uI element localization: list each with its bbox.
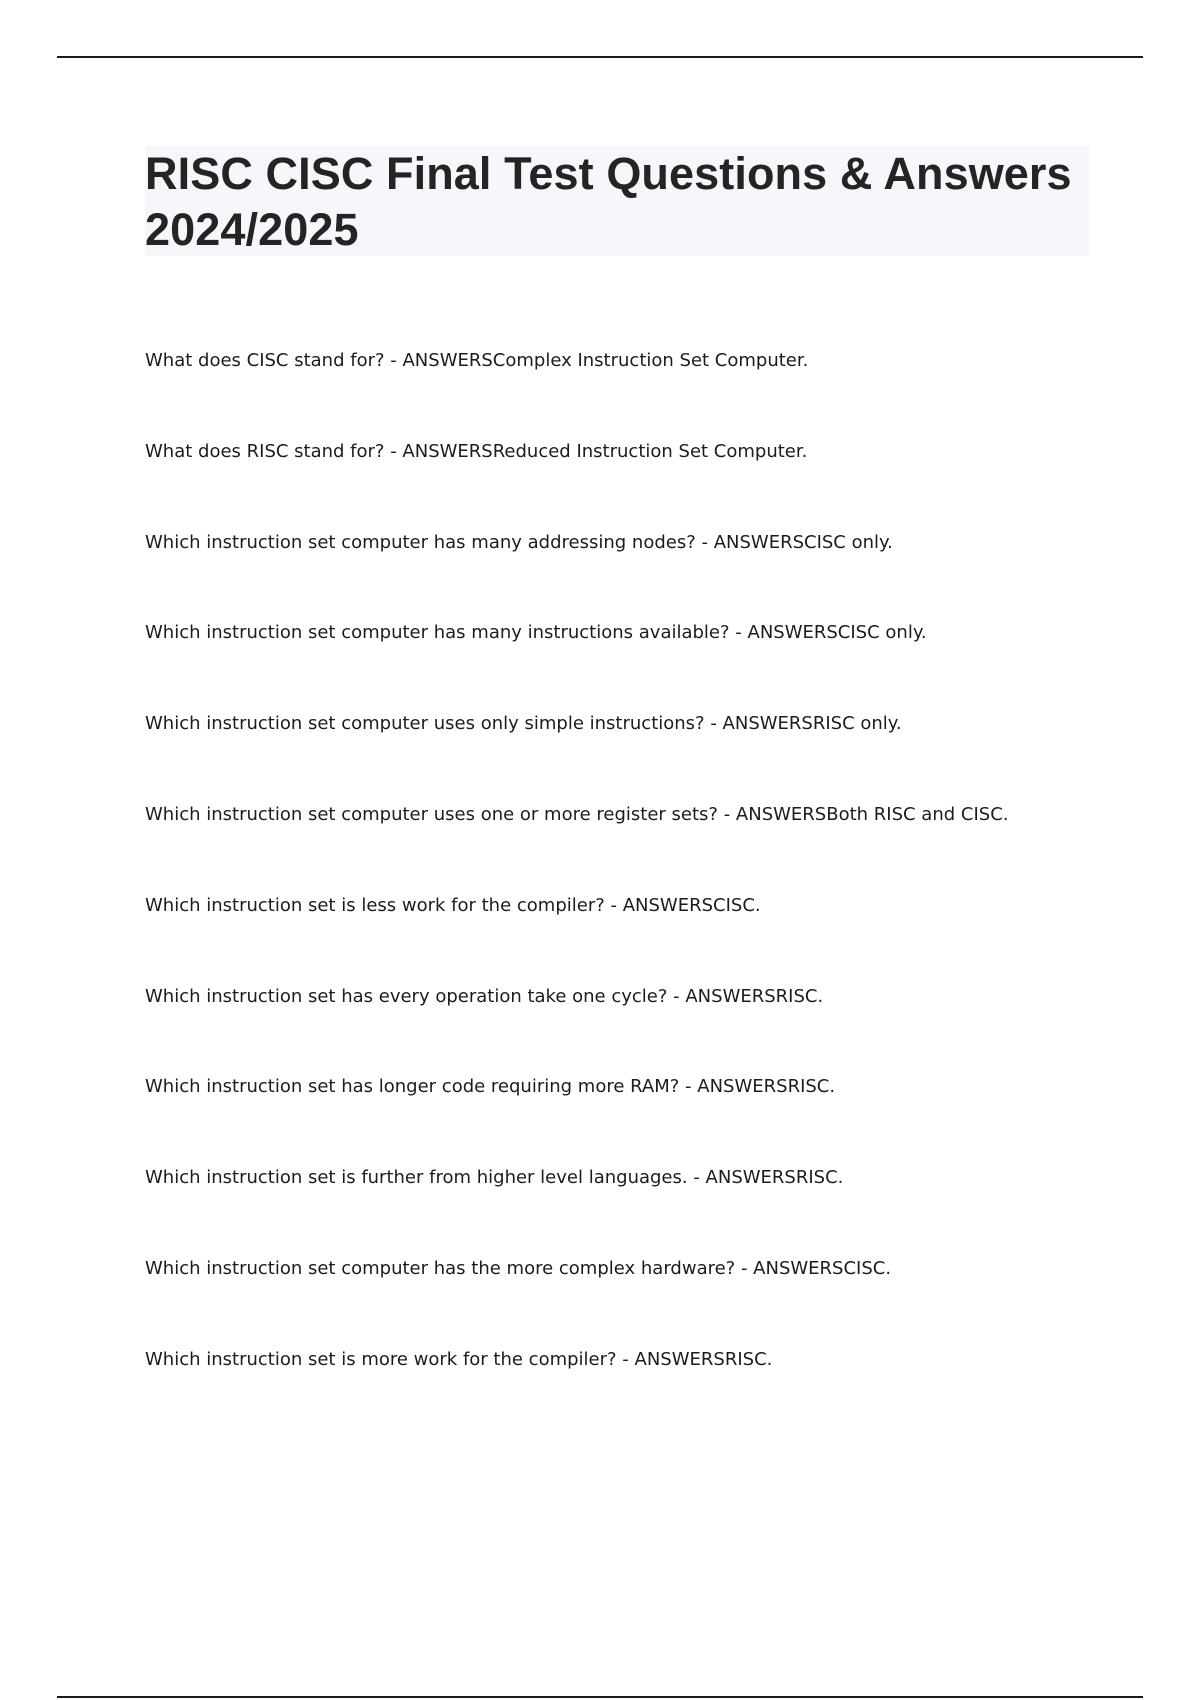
bottom-rule	[57, 1696, 1143, 1698]
qa-item: Which instruction set computer uses only simple instructions? - ANSWERSRISC only.	[145, 713, 902, 735]
qa-item: Which instruction set computer has many addressing nodes? - ANSWERSCISC only.	[145, 531, 893, 553]
qa-item: Which instruction set computer has the more complex hardware? - ANSWERSCISC.	[145, 1257, 892, 1279]
qa-item: Which instruction set has every operation take one cycle? - ANSWERSRISC.	[145, 985, 824, 1007]
qa-list	[145, 346, 1105, 1436]
qa-item: Which instruction set has longer code requiring more RAM? - ANSWERSRISC.	[145, 1076, 836, 1098]
qa-item: Which instruction set is further from higher level languages. - ANSWERSRISC.	[145, 1167, 844, 1189]
qa-item: Which instruction set computer uses one or more register sets? - ANSWERSBoth RISC and CISC.	[145, 803, 1009, 825]
document-title: RISC CISC Final Test Questions & Answers 2024/2025	[145, 148, 1072, 255]
top-rule	[57, 56, 1143, 58]
qa-item: What does RISC stand for? - ANSWERSReduced Instruction Set Computer.	[145, 440, 808, 462]
qa-item: Which instruction set is more work for the compiler? - ANSWERSRISC.	[145, 1348, 773, 1370]
qa-item: What does CISC stand for? - ANSWERSComplex Instruction Set Computer.	[145, 350, 809, 371]
qa-item: Which instruction set is less work for the compiler? - ANSWERSCISC.	[145, 894, 761, 916]
qa-item: Which instruction set computer has many instructions available? - ANSWERSCISC only.	[145, 622, 927, 644]
title-block	[145, 146, 1089, 256]
